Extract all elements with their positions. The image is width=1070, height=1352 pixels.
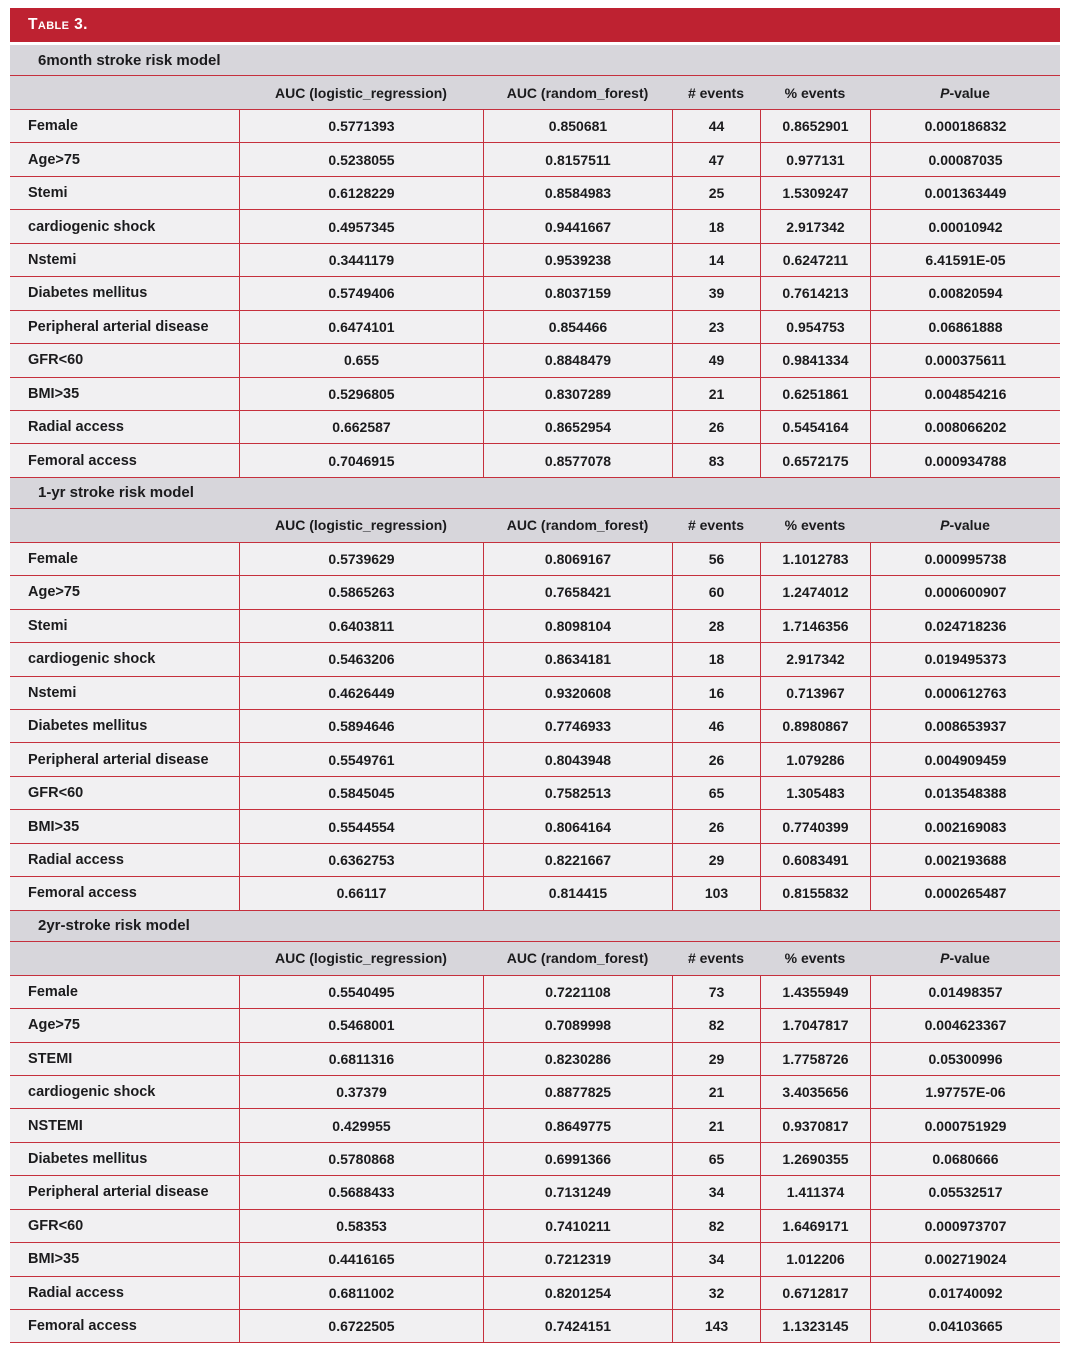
auc-random-forest-cell: 0.8069167 [483,543,672,575]
auc-logistic-regression-cell: 0.66117 [239,877,483,909]
table-title: Table 3. [28,16,88,33]
num-events-cell: 39 [672,277,760,309]
table-row [10,244,1060,277]
table-row [10,143,1060,176]
auc-logistic-regression-cell: 0.5894646 [239,710,483,742]
auc-logistic-regression-cell: 0.58353 [239,1210,483,1242]
p-value-cell: 0.00010942 [870,210,1060,242]
pct-events-cell: 1.1012783 [760,543,870,575]
num-events-cell: 83 [672,444,760,476]
row-label: Stemi [28,185,68,202]
auc-random-forest-cell: 0.814415 [483,877,672,909]
auc-random-forest-cell: 0.8201254 [483,1277,672,1309]
p-value-header: P -value [940,84,990,101]
auc-logistic-regression-header: AUC (logistic_regression) [275,950,447,967]
auc-logistic-regression-cell: 0.5296805 [239,378,483,410]
auc-random-forest-cell: 0.9539238 [483,244,672,276]
p-value-cell: 0.002193688 [870,844,1060,876]
table-row [10,411,1060,444]
row-label: Radial access [28,1284,124,1301]
pct-events-cell: 2.917342 [760,210,870,242]
auc-logistic-regression-header: AUC (logistic_regression) [275,84,447,101]
p-value-cell: 0.002719024 [870,1243,1060,1275]
num-events-header: # events [687,84,745,101]
auc-logistic-regression-cell: 0.37379 [239,1076,483,1108]
auc-logistic-regression-cell: 0.5468001 [239,1009,483,1041]
num-events-cell: 29 [672,1043,760,1075]
auc-logistic-regression-cell: 0.6811316 [239,1043,483,1075]
auc-random-forest-cell: 0.8230286 [483,1043,672,1075]
table-row [10,277,1060,310]
auc-random-forest-cell: 0.9320608 [483,677,672,709]
table-row [10,1210,1060,1243]
section-title: 1-yr stroke risk model [38,484,194,502]
num-events-cell: 18 [672,643,760,675]
table-row [10,177,1060,210]
p-value-cell: 0.01498357 [870,976,1060,1008]
auc-random-forest-header: AUC (random_forest) [506,517,649,534]
pct-events-cell: 0.9370817 [760,1109,870,1141]
num-events-cell: 25 [672,177,760,209]
row-label: GFR<60 [28,352,84,369]
row-label-header [10,76,239,109]
p-value-cell: 0.004623367 [870,1009,1060,1041]
pct-events-cell: 0.7614213 [760,277,870,309]
table-row [10,1143,1060,1176]
pct-events-header: % events [784,84,846,101]
row-label: Stemi [28,617,68,634]
num-events-cell: 26 [672,810,760,842]
auc-random-forest-cell: 0.7089998 [483,1009,672,1041]
auc-random-forest-cell: 0.8157511 [483,143,672,175]
row-label: Nstemi [28,251,77,268]
pct-events-cell: 1.2690355 [760,1143,870,1175]
pct-events-cell: 0.8155832 [760,877,870,909]
table-row [10,877,1060,910]
auc-logistic-regression-cell: 0.4416165 [239,1243,483,1275]
auc-random-forest-cell: 0.8577078 [483,444,672,476]
num-events-cell: 16 [672,677,760,709]
pct-events-cell: 1.1323145 [760,1310,870,1342]
num-events-cell: 65 [672,1143,760,1175]
auc-random-forest-cell: 0.8848479 [483,344,672,376]
auc-logistic-regression-cell: 0.4957345 [239,210,483,242]
p-value-cell: 0.000265487 [870,877,1060,909]
auc-logistic-regression-cell: 0.3441179 [239,244,483,276]
section-title: 6month stroke risk model [38,51,221,69]
auc-logistic-regression-header: AUC (logistic_regression) [275,517,447,534]
num-events-cell: 21 [672,1076,760,1108]
row-label: Age>75 [28,584,80,601]
num-events-cell: 103 [672,877,760,909]
table-row [10,543,1060,576]
row-label: GFR<60 [28,785,84,802]
num-events-cell: 29 [672,844,760,876]
section-title: 2yr-stroke risk model [38,917,190,935]
num-events-cell: 46 [672,710,760,742]
p-value-cell: 6.41591E-05 [870,244,1060,276]
pct-events-cell: 1.7047817 [760,1009,870,1041]
row-label: Femoral access [28,1318,137,1335]
p-value-cell: 0.008653937 [870,710,1060,742]
pct-events-cell: 0.6712817 [760,1277,870,1309]
table-row [10,610,1060,643]
auc-random-forest-cell: 0.8652954 [483,411,672,443]
num-events-cell: 28 [672,610,760,642]
table-row [10,1076,1060,1109]
row-label: Female [28,983,78,1000]
pct-events-cell: 1.4355949 [760,976,870,1008]
p-value-cell: 0.019495373 [870,643,1060,675]
auc-random-forest-cell: 0.8064164 [483,810,672,842]
table-row [10,1009,1060,1042]
auc-random-forest-cell: 0.8098104 [483,610,672,642]
auc-random-forest-cell: 0.8584983 [483,177,672,209]
table-row [10,1043,1060,1076]
pct-events-cell: 0.8652901 [760,110,870,142]
num-events-cell: 47 [672,143,760,175]
pct-events-cell: 1.411374 [760,1176,870,1208]
table-row [10,710,1060,743]
auc-logistic-regression-cell: 0.5739629 [239,543,483,575]
pct-events-cell: 0.5454164 [760,411,870,443]
row-label: Diabetes mellitus [28,718,148,735]
pct-events-cell: 1.6469171 [760,1210,870,1242]
pct-events-cell: 0.6251861 [760,378,870,410]
column-header-row [10,76,1060,110]
p-value-cell: 0.000375611 [870,344,1060,376]
row-label: Female [28,118,78,135]
num-events-header: # events [687,517,745,534]
row-label: Diabetes mellitus [28,1151,148,1168]
p-value-cell: 0.000600907 [870,576,1060,608]
pct-events-cell: 0.9841334 [760,344,870,376]
p-value-cell: 0.0680666 [870,1143,1060,1175]
table-row [10,311,1060,344]
auc-random-forest-cell: 0.7131249 [483,1176,672,1208]
table-row [10,643,1060,676]
num-events-cell: 23 [672,311,760,343]
row-label: Diabetes mellitus [28,285,148,302]
auc-random-forest-cell: 0.8307289 [483,378,672,410]
auc-random-forest-cell: 0.7746933 [483,710,672,742]
table-row [10,1277,1060,1310]
p-value-cell: 0.000186832 [870,110,1060,142]
p-value-cell: 0.05532517 [870,1176,1060,1208]
row-label: Peripheral arterial disease [28,1184,209,1201]
auc-logistic-regression-cell: 0.662587 [239,411,483,443]
pct-events-cell: 0.6572175 [760,444,870,476]
model-section [10,478,1060,911]
row-label: BMI>35 [28,1251,80,1268]
row-label: Radial access [28,851,124,868]
auc-random-forest-cell: 0.9441667 [483,210,672,242]
pct-events-cell: 1.012206 [760,1243,870,1275]
table-row [10,344,1060,377]
table-row [10,777,1060,810]
row-label: BMI>35 [28,818,80,835]
table-row [10,1176,1060,1209]
p-value-cell: 0.002169083 [870,810,1060,842]
num-events-cell: 14 [672,244,760,276]
p-value-cell: 0.06861888 [870,311,1060,343]
table-row [10,1310,1060,1343]
row-label: GFR<60 [28,1217,84,1234]
row-label: Age>75 [28,1017,80,1034]
table-row [10,110,1060,143]
row-label: NSTEMI [28,1117,83,1134]
row-label: cardiogenic shock [28,218,156,235]
row-label: Peripheral arterial disease [28,318,209,335]
p-value-header: P -value [940,517,990,534]
table-3 [10,8,1060,1343]
row-label: Nstemi [28,684,77,701]
pct-events-header: % events [784,950,846,967]
table-row [10,677,1060,710]
row-label: cardiogenic shock [28,651,156,668]
row-label: Age>75 [28,151,80,168]
auc-random-forest-header: AUC (random_forest) [506,84,649,101]
p-value-cell: 0.000612763 [870,677,1060,709]
auc-random-forest-cell: 0.854466 [483,311,672,343]
auc-logistic-regression-cell: 0.429955 [239,1109,483,1141]
pct-events-cell: 1.7758726 [760,1043,870,1075]
model-section [10,911,1060,1344]
auc-logistic-regression-cell: 0.5845045 [239,777,483,809]
auc-logistic-regression-cell: 0.6128229 [239,177,483,209]
row-label: Peripheral arterial disease [28,751,209,768]
auc-random-forest-cell: 0.7424151 [483,1310,672,1342]
pct-events-header: % events [784,517,846,534]
p-value-cell: 0.013548388 [870,777,1060,809]
p-value-cell: 0.004854216 [870,378,1060,410]
num-events-cell: 73 [672,976,760,1008]
p-value-cell: 0.01740092 [870,1277,1060,1309]
row-label: Female [28,551,78,568]
p-value-cell: 0.004909459 [870,743,1060,775]
auc-logistic-regression-cell: 0.5780868 [239,1143,483,1175]
num-events-cell: 65 [672,777,760,809]
row-label-header [10,942,239,975]
pct-events-cell: 1.305483 [760,777,870,809]
auc-random-forest-cell: 0.8877825 [483,1076,672,1108]
num-events-cell: 34 [672,1243,760,1275]
num-events-cell: 44 [672,110,760,142]
num-events-header: # events [687,950,745,967]
auc-logistic-regression-cell: 0.655 [239,344,483,376]
num-events-cell: 34 [672,1176,760,1208]
auc-logistic-regression-cell: 0.6474101 [239,311,483,343]
auc-logistic-regression-cell: 0.5749406 [239,277,483,309]
table-row [10,743,1060,776]
auc-random-forest-cell: 0.7221108 [483,976,672,1008]
auc-logistic-regression-cell: 0.5238055 [239,143,483,175]
table-row [10,810,1060,843]
auc-random-forest-cell: 0.8037159 [483,277,672,309]
p-value-cell: 0.00087035 [870,143,1060,175]
row-label: Femoral access [28,885,137,902]
auc-logistic-regression-cell: 0.5463206 [239,643,483,675]
p-value-cell: 0.00820594 [870,277,1060,309]
num-events-cell: 26 [672,743,760,775]
pct-events-cell: 0.977131 [760,143,870,175]
table-row [10,976,1060,1009]
auc-random-forest-cell: 0.7212319 [483,1243,672,1275]
num-events-cell: 82 [672,1009,760,1041]
auc-random-forest-cell: 0.8649775 [483,1109,672,1141]
auc-logistic-regression-cell: 0.6362753 [239,844,483,876]
row-label: Femoral access [28,452,137,469]
num-events-cell: 18 [672,210,760,242]
pct-events-cell: 3.4035656 [760,1076,870,1108]
row-label: STEMI [28,1050,73,1067]
num-events-cell: 21 [672,378,760,410]
auc-random-forest-cell: 0.8634181 [483,643,672,675]
num-events-cell: 21 [672,1109,760,1141]
auc-random-forest-cell: 0.7410211 [483,1210,672,1242]
p-value-cell: 0.000995738 [870,543,1060,575]
p-value-cell: 0.000973707 [870,1210,1060,1242]
pct-events-cell: 1.7146356 [760,610,870,642]
num-events-cell: 32 [672,1277,760,1309]
row-label: BMI>35 [28,385,80,402]
table-body [10,45,1060,1343]
pct-events-cell: 0.6247211 [760,244,870,276]
auc-logistic-regression-cell: 0.4626449 [239,677,483,709]
auc-logistic-regression-cell: 0.5771393 [239,110,483,142]
auc-logistic-regression-cell: 0.5544554 [239,810,483,842]
auc-logistic-regression-cell: 0.5865263 [239,576,483,608]
num-events-cell: 26 [672,411,760,443]
table-row [10,444,1060,477]
table-title-bar [10,8,1060,42]
auc-logistic-regression-cell: 0.5540495 [239,976,483,1008]
row-label: Radial access [28,419,124,436]
section-band [10,45,1060,76]
p-value-cell: 1.97757E-06 [870,1076,1060,1108]
p-value-cell: 0.008066202 [870,411,1060,443]
column-header-row [10,942,1060,976]
auc-logistic-regression-cell: 0.5688433 [239,1176,483,1208]
column-header-row [10,509,1060,543]
row-label: cardiogenic shock [28,1084,156,1101]
table-row [10,1243,1060,1276]
auc-logistic-regression-cell: 0.6722505 [239,1310,483,1342]
section-band [10,911,1060,942]
pct-events-cell: 0.7740399 [760,810,870,842]
table-row [10,1109,1060,1142]
auc-random-forest-header: AUC (random_forest) [506,950,649,967]
pct-events-cell: 1.5309247 [760,177,870,209]
auc-logistic-regression-cell: 0.7046915 [239,444,483,476]
pct-events-cell: 0.713967 [760,677,870,709]
num-events-cell: 60 [672,576,760,608]
auc-logistic-regression-cell: 0.6403811 [239,610,483,642]
num-events-cell: 143 [672,1310,760,1342]
p-value-header: P -value [940,950,990,967]
p-value-cell: 0.024718236 [870,610,1060,642]
auc-random-forest-cell: 0.8221667 [483,844,672,876]
num-events-cell: 82 [672,1210,760,1242]
auc-random-forest-cell: 0.8043948 [483,743,672,775]
table-row [10,210,1060,243]
auc-logistic-regression-cell: 0.6811002 [239,1277,483,1309]
pct-events-cell: 0.8980867 [760,710,870,742]
pct-events-cell: 1.2474012 [760,576,870,608]
table-row [10,576,1060,609]
p-value-cell: 0.001363449 [870,177,1060,209]
model-section [10,45,1060,478]
pct-events-cell: 0.954753 [760,311,870,343]
p-value-cell: 0.05300996 [870,1043,1060,1075]
p-value-cell: 0.000751929 [870,1109,1060,1141]
p-value-cell: 0.000934788 [870,444,1060,476]
num-events-cell: 49 [672,344,760,376]
pct-events-cell: 2.917342 [760,643,870,675]
auc-random-forest-cell: 0.7582513 [483,777,672,809]
auc-random-forest-cell: 0.850681 [483,110,672,142]
pct-events-cell: 0.6083491 [760,844,870,876]
auc-random-forest-cell: 0.6991366 [483,1143,672,1175]
auc-logistic-regression-cell: 0.5549761 [239,743,483,775]
p-value-cell: 0.04103665 [870,1310,1060,1342]
num-events-cell: 56 [672,543,760,575]
table-row [10,844,1060,877]
row-label-header [10,509,239,542]
table-row [10,378,1060,411]
section-band [10,478,1060,509]
auc-random-forest-cell: 0.7658421 [483,576,672,608]
pct-events-cell: 1.079286 [760,743,870,775]
